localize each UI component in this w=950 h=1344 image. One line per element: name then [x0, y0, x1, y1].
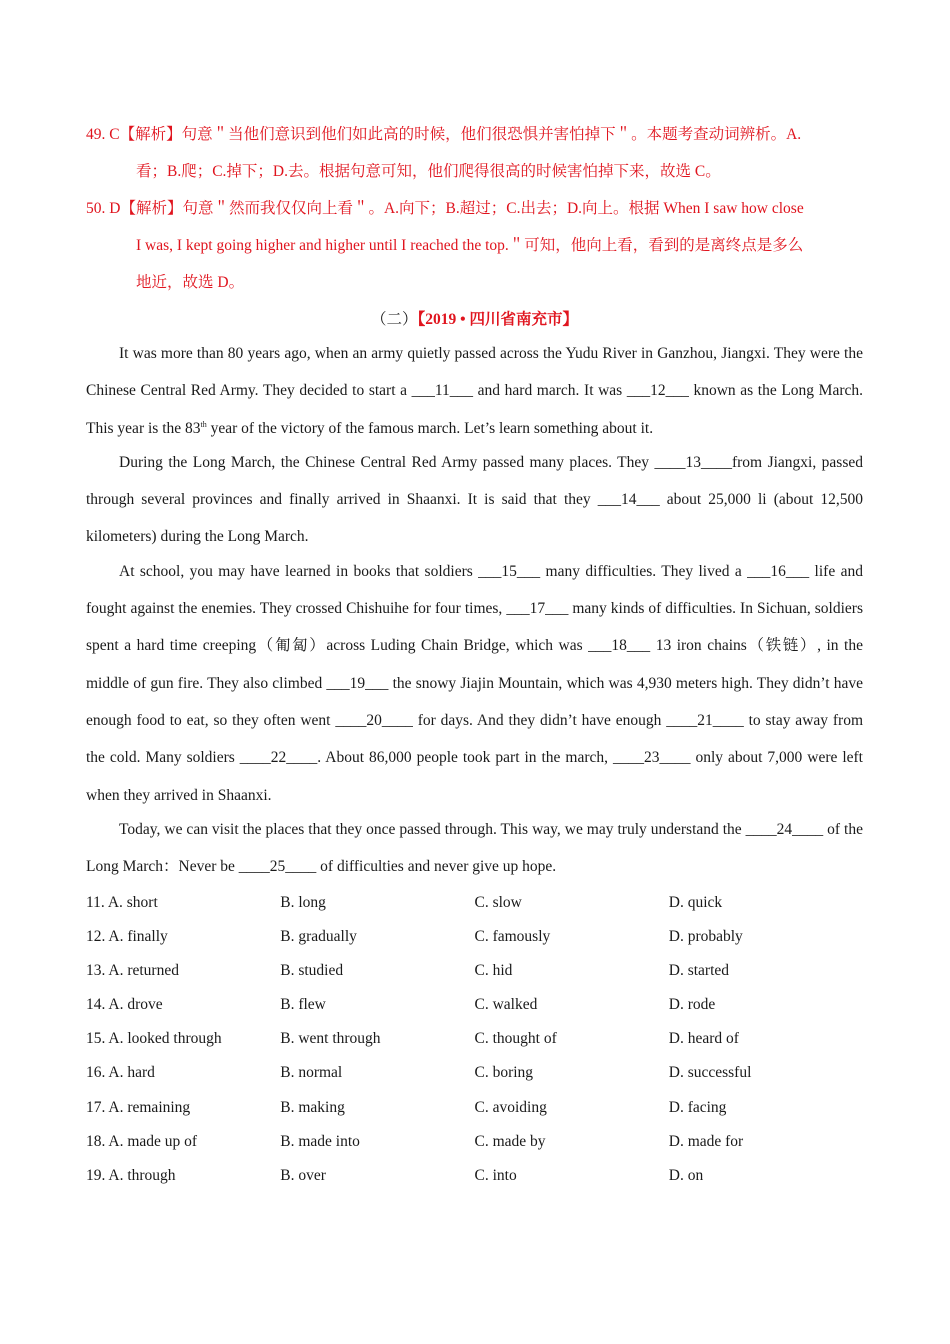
- answer-50: [86, 190, 863, 301]
- option-17-c: C. avoiding: [474, 1098, 547, 1116]
- option-17-b: B. making: [280, 1098, 345, 1116]
- option-row-14: [86, 988, 863, 1022]
- section-prefix: （二）: [371, 311, 418, 328]
- section-heading: [86, 301, 863, 338]
- document-page: [86, 116, 863, 1193]
- option-14-c: C. walked: [474, 996, 538, 1014]
- option-14-b: B. flew: [280, 996, 326, 1014]
- option-17-a: 17. A. remaining: [86, 1098, 191, 1116]
- option-row-11: [86, 885, 863, 919]
- answer-50-line1: 50. D【解析】句意＂然而我仅仅向上看＂。A.向下；B.超过；C.出去；D.向上。根据 When I saw how close: [86, 200, 804, 217]
- passage-p1-part-b: year of the victory of the famous march. Let’s learn something about it.: [206, 419, 654, 437]
- answer-50-line3: 地近，故选 D。: [136, 274, 245, 291]
- option-12-a: 12. A. finally: [86, 927, 168, 945]
- answer-49: [86, 116, 863, 190]
- options-list: [86, 885, 863, 1193]
- passage-paragraph-2: During the Long March, the Chinese Central Red Army passed many places. They ____13____from Jiangxi, passed through several provinces and finally arrived in Shaanxi. It is said that they ___14___ about 25,000 li (about 12,500 kilometers) during the Long March.: [86, 453, 863, 546]
- option-15-b: B. went through: [280, 1030, 381, 1048]
- option-11-b: B. long: [280, 893, 326, 911]
- option-19-b: B. over: [280, 1167, 326, 1185]
- option-19-d: D. on: [668, 1167, 704, 1185]
- option-12-c: C. famously: [474, 927, 551, 945]
- option-row-13: [86, 954, 863, 988]
- option-19-a: 19. A. through: [86, 1167, 176, 1185]
- option-16-b: B. normal: [280, 1064, 343, 1082]
- option-12-d: D. probably: [668, 927, 743, 945]
- passage-paragraph-1: [86, 335, 863, 447]
- option-18-b: B. made into: [280, 1132, 360, 1150]
- option-row-16: [86, 1056, 863, 1090]
- option-13-a: 13. A. returned: [86, 961, 179, 979]
- answer-50-line2: I was, I kept going higher and higher until I reached the top.＂可知，他向上看，看到的是离终点是多么: [136, 237, 804, 254]
- option-14-a: 14. A. drove: [86, 996, 163, 1014]
- option-18-d: D. made for: [668, 1132, 744, 1150]
- option-11-a: 11. A. short: [86, 893, 158, 911]
- option-15-a: 15. A. looked through: [86, 1030, 222, 1048]
- option-19-c: C. into: [474, 1167, 517, 1185]
- option-14-d: D. rode: [668, 996, 716, 1014]
- section-source: 【2019 • 四川省南充市】: [417, 311, 578, 328]
- option-15-d: D. heard of: [668, 1030, 739, 1048]
- option-18-a: 18. A. made up of: [86, 1132, 198, 1150]
- option-13-d: D. started: [668, 961, 730, 979]
- option-row-18: [86, 1125, 863, 1159]
- answer-49-line1: 49. C【解析】句意＂当他们意识到他们如此高的时候，他们很恐惧并害怕掉下＂。本题考查动词辨析。A.: [86, 126, 802, 143]
- option-13-b: B. studied: [280, 961, 344, 979]
- option-18-c: C. made by: [474, 1132, 546, 1150]
- passage-p1-superscript: th: [200, 419, 207, 429]
- option-13-c: C. hid: [474, 961, 513, 979]
- option-11-c: C. slow: [474, 893, 522, 911]
- option-12-b: B. gradually: [280, 927, 357, 945]
- option-row-15: [86, 1022, 863, 1056]
- option-11-d: D. quick: [668, 893, 723, 911]
- passage-paragraph-3: At school, you may have learned in books that soldiers ___15___ many difficulties. They lived a ___16___ life and fought against the enemies. They crossed Chishuihe for four times, ___17___ many kinds of difficulties. In Sichuan, soldiers spent a hard time creeping（匍匐）across Luding Chain Bridge, which was ___18___ 13 iron chains（铁链）, in the middle of gun fire. They also climbed ___19___ the snowy Jiajin Mountain, which was 4,930 meters high. They didn’t have enough food to eat, so they often went ____20____ for days. And they didn’t have enough ____21____ to stay away from the cold. Many soldiers ____22____. About 86,000 people took part in the march, ____23____ only about 7,000 were left when they arrived in Shaanxi.: [86, 562, 863, 804]
- option-16-d: D. successful: [668, 1064, 752, 1082]
- option-row-19: [86, 1159, 863, 1193]
- answer-49-line2: 看；B.爬；C.掉下；D.去。根据句意可知，他们爬得很高的时候害怕掉下来，故选 C。: [136, 163, 721, 180]
- passage-paragraph-4: Today, we can visit the places that they once passed through. This way, we may truly understand the ____24____ of the Long March：Never be ____25____ of difficulties and never give up hope.: [86, 820, 863, 876]
- option-15-c: C. thought of: [474, 1030, 557, 1048]
- option-row-12: [86, 920, 863, 954]
- option-row-17: [86, 1091, 863, 1125]
- option-16-a: 16. A. hard: [86, 1064, 155, 1082]
- passage-p1-part-a: It was more than 80 years ago, when an army quietly passed across the Yudu River in Ganzhou, Jiangxi. They were the Chinese Central Red Army. They decided to start a ___11___ and hard march. It was ___12___ known as the Long March. This year is the 83: [86, 345, 863, 437]
- option-16-c: C. boring: [474, 1064, 534, 1082]
- option-17-d: D. facing: [668, 1098, 727, 1116]
